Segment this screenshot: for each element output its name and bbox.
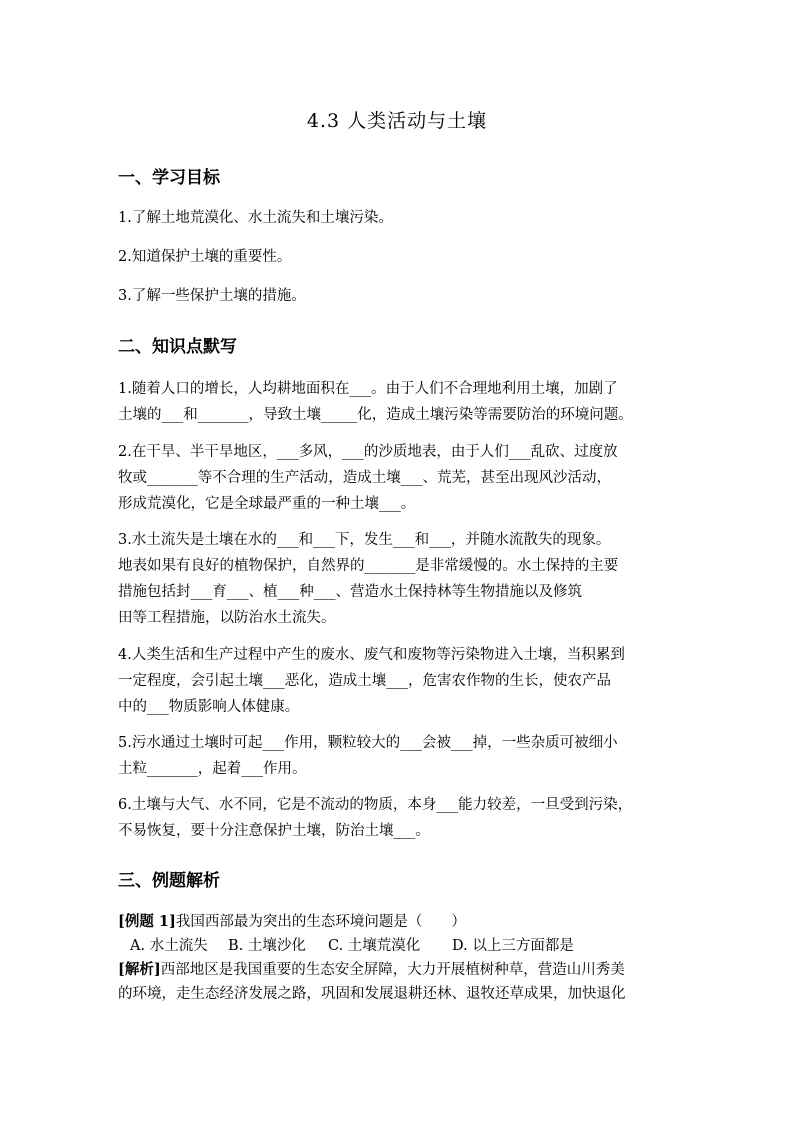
section-heading-learning-goals: 一、学习目标: [118, 168, 220, 188]
question-line: 4.人类生活和生产过程中产生的废水、废气和废物等污染物进入土壤，当积累到: [118, 647, 625, 663]
question-line: 形成荒漠化，它是全球最严重的一种土壤___。: [118, 496, 416, 512]
analysis-line: 的环境，走生态经济发展之路，巩固和发展退耕还林、退牧还草成果，加快退化: [118, 986, 626, 1002]
question-line: 土粒_______，起着___作用。: [118, 761, 307, 777]
question-line: 5.污水通过土壤时可起___作用，颗粒较大的___会被___掉，一些杂质可被细小: [118, 735, 618, 751]
section-heading-examples: 三、例题解析: [118, 871, 220, 891]
section-heading-knowledge-recall: 二、知识点默写: [118, 337, 237, 357]
question-line: 3.水土流失是土壤在水的___和___下，发生___和___，并随水流散失的现象。: [118, 532, 611, 548]
example-question-line: [118, 910, 680, 934]
question-line: 牧或_______等不合理的生产活动，造成土壤___、荒芜，甚至出现风沙活动，: [118, 470, 611, 486]
question-6: [118, 792, 680, 844]
question-line: 2.在干旱、半干旱地区，___多风，___的沙质地表，由于人们___乱砍、过度放: [118, 444, 618, 460]
question-line: 1.随着人口的增长，人均耕地面积在___。由于人们不合理地利用土壤，加剧了: [118, 381, 618, 397]
option-b: B. 土壤沙化: [228, 938, 306, 954]
question-line: 土壤的___和_______，导致土壤_____化，造成土壤污染等需要防治的环境问题。: [118, 407, 633, 423]
example-1: [118, 910, 680, 1006]
example-question: 我国西部最为突出的生态环境问题是（ ）: [175, 914, 466, 930]
question-line: 不易恢复，要十分注意保护土壤，防治土壤___。: [118, 823, 430, 839]
analysis-line: [118, 958, 680, 982]
question-1: [118, 376, 680, 428]
analysis-label: [解析]: [118, 961, 161, 978]
analysis-text: 西部地区是我国重要的生态安全屏障，大力开展植树种草，营造山川秀美: [160, 962, 625, 978]
goal-item: 3.了解一些保护土壤的措施。: [118, 288, 306, 304]
question-4: [118, 642, 680, 720]
question-5: [118, 730, 680, 782]
question-2: [118, 439, 680, 517]
question-line: 中的___物质影响人体健康。: [118, 699, 300, 715]
document-title: 4.3 人类活动与土壤: [306, 110, 488, 132]
option-c: C. 土壤荒漠化: [328, 938, 421, 954]
question-line: 田等工程措施，以防治水土流失。: [118, 610, 336, 626]
goal-item: 1.了解土地荒漠化、水土流失和土壤污染。: [118, 210, 393, 226]
option-d: D. 以上三方面都是: [452, 938, 574, 954]
question-line: 地表如果有良好的植物保护，自然界的_______是非常缓慢的。水土保持的主要: [118, 558, 619, 574]
example-label: [例题 1]: [118, 913, 176, 930]
question-line: 措施包括封___育___、植___种___、营造水土保持林等生物措施以及修筑: [118, 584, 582, 600]
question-line: 一定程度，会引起土壤___恶化，造成土壤___，危害农作物的生长，使农产品: [118, 673, 611, 689]
goal-item: 2.知道保护土壤的重要性。: [118, 249, 292, 265]
option-a: A. 水土流失: [130, 938, 208, 954]
example-options: [118, 934, 680, 958]
question-3: [118, 527, 680, 631]
question-line: 6.土壤与大气、水不同，它是不流动的物质，本身___能力较差，一旦受到污染，: [118, 797, 633, 813]
